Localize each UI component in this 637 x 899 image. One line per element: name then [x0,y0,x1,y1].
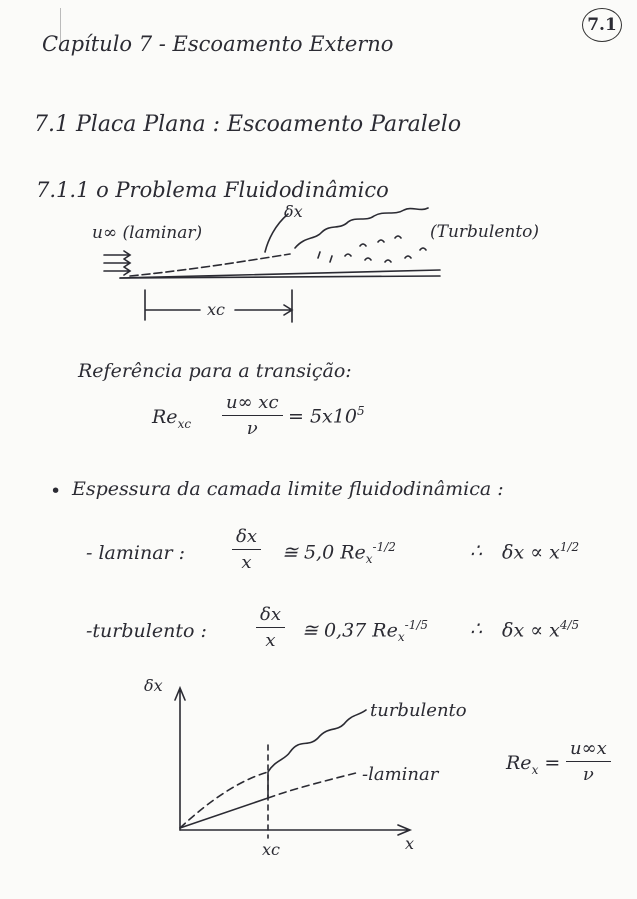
chapter-title: Capítulo 7 - Escoamento Externo [42,32,394,56]
transition-eq-lhs: $Re_{xc}$ [152,406,192,431]
graph-y-label: δx [144,676,163,695]
delta-label: δx [284,202,303,221]
graph-xc-tick: xc [262,840,280,859]
graph-laminar-label: -laminar [362,764,439,785]
page-number: 7.1 [582,8,622,42]
turbulent-fraction: $\frac{\delta x}{x}$ [256,604,285,651]
turbulent-label: (Turbulento) [430,222,540,242]
section-title: 7.1 Placa Plana : Escoamento Paralelo [34,112,462,137]
xc-label: xc [207,300,225,319]
y-axis [175,688,185,830]
graph-turbulento-label: turbulento [370,700,467,721]
transition-eq-fraction: $\frac{u\infty xc}{\nu}$ [222,392,283,439]
turbulent-therefore: ∴ [470,618,483,640]
laminar-label: - laminar : [86,542,186,564]
graph-x-label: x [405,834,415,853]
bullet: • [50,480,62,502]
laminar-proportional: $\delta x \propto x^{1/2}$ [502,540,580,564]
laminar-fraction: $\frac{\delta x}{x}$ [232,526,261,573]
bl-heading: Espessura da camada limite fluidodinâmica : [72,478,504,500]
subsection-title: 7.1.1 o Problema Fluidodinâmico [36,178,389,202]
turbulent-rhs: ≅ 0,37 $Re_x^{-1/5}$ [302,618,429,645]
freestream-label: u∞ (laminar) [92,223,203,243]
laminar-curve [180,798,268,828]
turbulent-curve [268,710,366,798]
rex-eq-lhs: $Re_x$ = [506,752,561,777]
laminar-rhs: ≅ 5,0 $Re_x^{-1/2}$ [282,540,396,567]
turbulent-eq-label: -turbulento : [86,620,207,642]
laminar-extension-curve [180,772,268,828]
laminar-dashed-curve [268,772,360,798]
transition-heading: Referência para a transição: [78,360,352,382]
laminar-therefore: ∴ [470,540,483,562]
turbulent-proportional: $\delta x \propto x^{4/5}$ [502,618,580,642]
x-axis [180,825,410,835]
rex-eq-fraction: $\frac{u\infty x}{\nu}$ [566,738,611,785]
transition-eq-rhs: = $5x10^5$ [288,404,365,428]
